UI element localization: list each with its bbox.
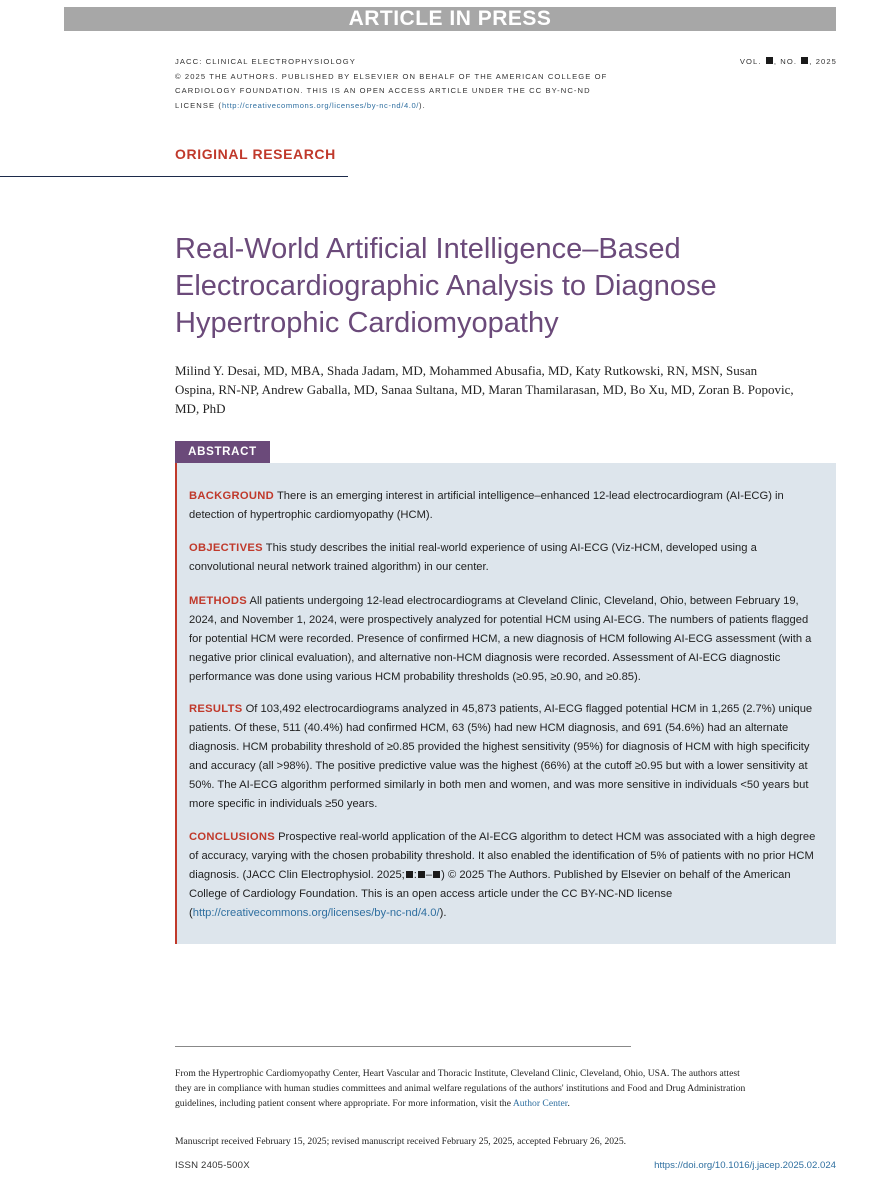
year: 2025 (815, 57, 837, 66)
volume-issue: VOL. , NO. , 2025 (739, 57, 837, 66)
author-list: Milind Y. Desai, MD, MBA, Shada Jadam, MD, Mohammed Abusafia, MD, Katy Rutkowski, RN, MSN, Susan Ospina, RN-NP, Andrew Gaballa, MD, Sanaa Sultana, MD, Maran Thamilarasan, MD, Bo Xu, MD, Zoran B. Popovic, MD, PhD (175, 363, 794, 416)
doi-link[interactable]: https://doi.org/10.1016/j.jacep.2025.02.024 (654, 1160, 836, 1171)
affiliation-text: From the Hypertrophic Cardiomyopathy Center, Heart Vascular and Thoracic Institute, Cleveland Clinic, Cleveland, Ohio, USA. (175, 1068, 670, 1079)
conclusions-heading: CONCLUSIONS (189, 831, 275, 843)
background-text: There is an emerging interest in artificial intelligence–enhanced 12-lead electrocardiogram (AI-ECG) in detection of hypertrophic cardiomyopathy (HCM). (189, 490, 784, 521)
copyright-notice (175, 70, 615, 114)
author-center-link[interactable]: Author Center (512, 1098, 568, 1109)
objectives-heading: OBJECTIVES (189, 542, 263, 554)
abstract-background (189, 487, 821, 525)
redacted-volume (406, 871, 413, 878)
objectives-text: This study describes the initial real-world experience of using AI-ECG (Viz-HCM, developed using a convolutional neural network trained algorithm) in our center. (189, 542, 757, 573)
citation-pre: (JACC Clin Electrophysiol. 2025; (242, 869, 405, 881)
redacted-issue (801, 57, 808, 64)
article-title: Real-World Artificial Intelligence–Based Electrocardiographic Analysis to Diagnose Hypertrophic Cardiomyopathy (175, 233, 717, 339)
background-heading: BACKGROUND (189, 490, 275, 502)
abstract-license-close: ). (439, 907, 447, 919)
results-heading: RESULTS (189, 703, 243, 715)
methods-text: All patients undergoing 12-lead electrocardiograms at Cleveland Clinic, Cleveland, Ohio, between February 19, 2024, and November 1, 2024, were prospectively analyzed for potential HCM using AI-ECG. The numbers of patients flagged for potential HCM were recorded. Presence of confirmed HCM, a new diagnosis of HCM following AI-ECG assessment (with a negative prior clinical evaluation), and alternative non-HCM diagnosis were recorded. Assessment of AI-ECG diagnostic performance was done using various HCM probability thresholds (≥0.95, ≥0.90, and ≥0.85). (189, 595, 812, 683)
citation-dash: – (425, 869, 433, 881)
article-in-press-banner: ARTICLE IN PRESS (64, 7, 836, 31)
redacted-page-start (418, 871, 425, 878)
no-label: NO. (780, 57, 798, 66)
abstract-methods (189, 592, 821, 687)
copyright-text: © 2025 THE AUTHORS. PUBLISHED BY ELSEVIER ON BEHALF OF THE AMERICAN COLLEGE OF CARDIOLOGY FOUNDATION. THIS IS AN OPEN ACCESS ARTICLE UNDER THE CC BY-NC-ND LICENSE ( (175, 71, 608, 110)
compliance-text: The authors attest they are in compliance with human studies committees and animal welfare regulations of the authors' institutions and Food and Drug Administration guidelines, including patient consent where appropriate. For more information, visit the (175, 1068, 746, 1109)
journal-name: JACC: CLINICAL ELECTROPHYSIOLOGY (175, 57, 356, 66)
abstract-objectives (189, 539, 821, 577)
methods-heading: METHODS (189, 595, 248, 607)
period: . (567, 1098, 570, 1109)
section-divider (0, 176, 348, 177)
conclusions-text: Prospective real-world application of the AI-ECG algorithm to detect HCM was associated with a high degree of accuracy, varying with the chosen probability threshold. It also enabled the identification of 5% of patients with no prior HCM diagnosis. (189, 831, 816, 881)
results-text: Of 103,492 electrocardiograms analyzed in 45,873 patients, AI-ECG flagged potential HCM in 1,265 (2.7%) unique patients. Of these, 511 (40.4%) had confirmed HCM, 63 (5%) had new HCM diagnosis, and 691 (54.6%) had an alternate diagnosis. HCM probability threshold of ≥0.85 provided the highest sensitivity (95%) for diagnosis of HCM with high specificity and accuracy (all >98%). The positive predictive value was the highest (66%) at the cutoff ≥0.95 but with a lower sensitivity at 50%. The AI-ECG algorithm performed similarly in both men and women, and was more sensitive in individuals <50 years but more specific in individuals ≥50 years. (189, 703, 813, 810)
vol-label: VOL. (739, 57, 762, 66)
abstract-license-link[interactable]: http://creativecommons.org/licenses/by-nc-nd/4.0/ (192, 907, 440, 919)
license-close: ). (419, 100, 426, 110)
abstract-conclusions (189, 828, 821, 923)
abstract-tab: ABSTRACT (175, 441, 270, 463)
footnote-divider (175, 1046, 631, 1047)
issn: ISSN 2405-500X (175, 1160, 250, 1171)
citation-post: ) © 2025 The Authors. Published by Elsevier on behalf of the American College of Cardiology Foundation. This is an open access article under the CC BY-NC-ND license ( (189, 869, 791, 919)
citation-sep: : (413, 869, 417, 881)
redacted-page-end (433, 871, 440, 878)
license-link[interactable]: http://creativecommons.org/licenses/by-nc-nd/4.0/ (222, 100, 420, 110)
footnote-manuscript-dates: Manuscript received February 15, 2025; revised manuscript received February 25, 2025, accepted February 26, 2025. (175, 1136, 627, 1147)
redacted-volume (766, 57, 773, 64)
journal-header (175, 55, 615, 113)
footnote-affiliation (175, 1066, 755, 1111)
abstract-results (189, 700, 821, 814)
section-label: ORIGINAL RESEARCH (175, 146, 336, 162)
